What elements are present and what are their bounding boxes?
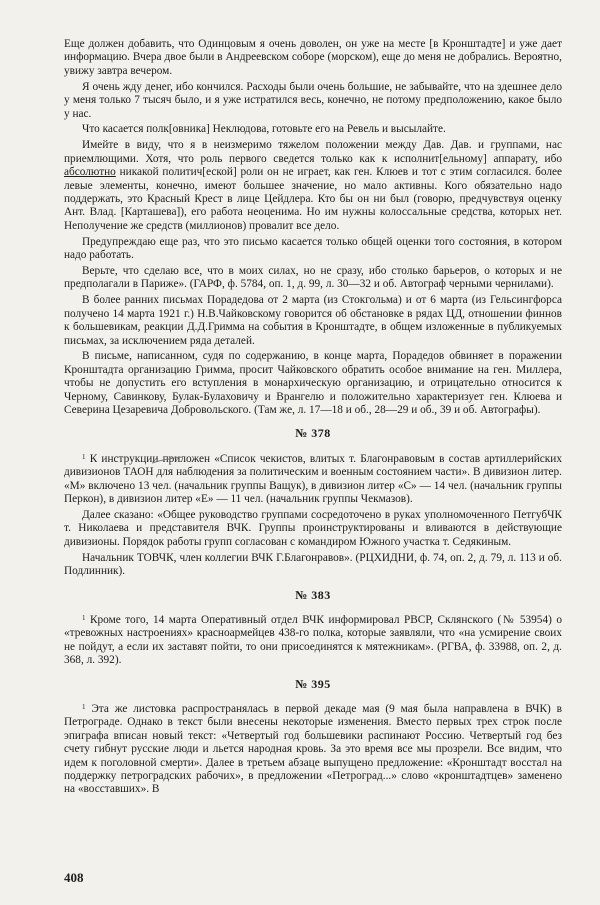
page-body (64, 38, 562, 799)
paragraph: Что касается полк[овника] Неклюдова, готовьте его на Ревель и высылайте. (82, 123, 446, 136)
paragraph: Я очень жду денег, ибо кончился. Расходы были очень большие, не забывайте, что на здешнее дело у меня только 7 тысяч было, и я уже истратился весь, конечно, не потому предположению, какое было у нас. (64, 80, 562, 120)
text-span: Кроме того, 14 марта Оперативный отдел ВЧК информировал РВСР, Склянского (№ 53954) о «тревожных настроениях» красноармейцев 438-го полка, которые заявляли, что «на усмирение своих не пойдут, а если их заставят пойти, то они присоединятся к мятежникам». (РГВА, ф. 33988, оп. 2, д. 368, л. 392). (64, 613, 562, 667)
paragraph: В более ранних письмах Порадедова от 2 марта (из Стокгольма) и от 6 марта (из Гельсингфорса получено 14 марта 1921 г.) Н.В.Чайковскому говорится об обстановке в рядах ЦД, отношении финнов к большевикам, реакции Д.Д.Гримма на события в Кронштадте, в общем изложенные в публикуемых письмах, за исключением ряда деталей. (64, 294, 562, 347)
paragraph (64, 139, 562, 233)
footnote-marker: 1 (82, 702, 86, 711)
underlined-word: абсолютно (64, 166, 116, 179)
text-span: Имейте в виду, что я в неизмеримо тяжелом положении между Дав. Дав. и группами, нас приемлющими. Хотя, что роль первого сведется только как к исполнит[ельному] аппарату, ибо (64, 139, 562, 165)
pen-stroke-mark (150, 455, 184, 465)
text-span: Эта же листовка распространялась в первой декаде мая (9 мая была направлена в ВЧК) в Петрограде. Однако в текст были внесены некоторые изменения. Вместо первых трех строк после эпиграфа вписан новый текст: «Четвертый год большевики распинают Россию. Четвертый год без счету гибнут русские люди и льется народная кровь. За это время все мы прозрели. Все видим, что идем к поголовной смерти». Далее в третьем абзаце выпущено предложение: «Кронштадт восстал на поддержку петроградских рабочих», в предложении «Петроград...» слово «кронштадтцев» заменено на «восставших». В (64, 702, 562, 796)
footnote-paragraph (64, 612, 562, 668)
footnote-paragraph (64, 451, 562, 507)
page-number: 408 (64, 870, 84, 885)
footnote-paragraph (64, 701, 562, 797)
text-span: К инструкции приложен «Список чекистов, влитых т. Благонравовым в состав артиллерийских дивизионов ТАОН для наблюдения за политическим и военным состоянием части». В дивизион литер. «М» включено 13 чел. (начальник группы Ващук), в дивизион литер «С» — 14 чел. (начальник группы Перкон), в дивизион литер «Е» — 11 чел. (начальник группы Чекмазов). (64, 452, 562, 506)
text-span: никакой политич[еской] роли он не играет, как ген. Клюев и тот с этим согласился. более левые элементы, конечно, имеют большее значение, но мало активны. Кого обязательно надо поддержать, это Красный Крест в лице Цейдлера. Кто бы он ни был (говорю, предчувствуя оценку Ант. Влад. [Карташева]), его работа неоценима. Но им нужны колоссальные средства, которых нет. Неполучение же средств (миллионов) провалит все дело. (64, 166, 562, 232)
paragraph: Еще должен добавить, что Одинцовым я очень доволен, он уже на месте [в Кронштадте] и уже дает информацию. Вчера двое были в Андреевском соборе (морском), еще до меня не добрались. Вероятно, увижу завтра вечером. (64, 38, 562, 77)
section-heading-395: № 395 (295, 676, 331, 691)
paragraph: Далее сказано: «Общее руководство группами сосредоточено в руках уполномоченного ПетгубЧК т. Николаева и представителя ВЧК. Группы проинструктированы и вливаются в действующие дивизионы. Порядок работы групп согласован с командиром Южного участка т. Седякиным. (64, 509, 562, 548)
section-heading-378: № 378 (295, 426, 331, 441)
paragraph: Верьте, что сделаю все, что в моих силах, но не сразу, ибо столько барьеров, о которых и не предполагали в Париже». (ГАРФ, ф. 5784, оп. 1, д. 99, л. 30—32 и об. Автограф черными чернилами). (64, 265, 562, 291)
paragraph: Предупреждаю еще раз, что это письмо касается только общей оценки того состояния, в котором надо работать. (64, 235, 562, 262)
footnote-marker: 1 (82, 452, 86, 461)
paragraph: Начальник ТОВЧК, член коллегии ВЧК Г.Благонравов». (РЦХИДНИ, ф. 74, оп. 2, д. 79, л. 113 и об. Подлинник). (64, 551, 562, 578)
footnote-marker: 1 (82, 613, 86, 622)
section-heading-383: № 383 (295, 587, 331, 602)
paragraph: В письме, написанном, судя по содержанию, в конце марта, Порадедов обвиняет в поражении Кронштадта организацию Гримма, просит Чайковского обратить особое внимание на ген. Миллера, чтобы не допустить его вступления в монархическую организацию, и отрицательно относится к Черному, Савинкову, Булак-Булаховичу и Врангелю и положительно характеризует ген. Клюева и Северина Цезаревича Добровольского. (Там же, л. 17—18 и об., 28—29 и об., 39 и об. Автографы). (64, 350, 562, 417)
